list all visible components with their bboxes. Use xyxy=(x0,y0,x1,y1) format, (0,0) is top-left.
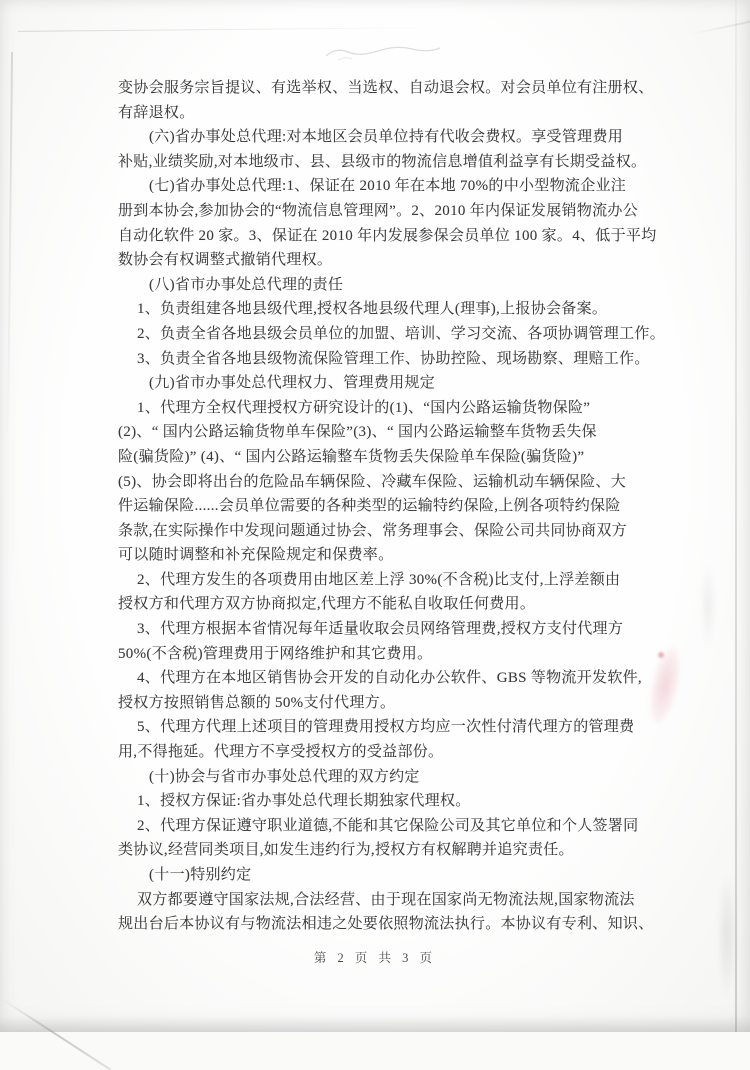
scan-edge-line-right xyxy=(735,0,737,1032)
list-item: 3、负责全省各地县级物流保险管理工作、协助控险、现场勘察、理赔工作。 xyxy=(137,350,650,367)
page-number-footer: 第 2 页 共 3 页 xyxy=(313,951,437,965)
document-text-block xyxy=(118,76,670,937)
text-line: 授权方和代理方双方协商拟定,代理方不能私自收取任何费用。 xyxy=(118,596,536,613)
section-heading: (十)协会与省市办事处总代理的双方约定 xyxy=(149,768,420,785)
scan-smear-right-mid xyxy=(700,560,716,650)
list-item: 2、代理方保证遵守职业道德,不能和其它保险公司及其它单位和个人签署同 xyxy=(137,817,639,834)
text-line: 50%(不含税)管理费用于网络维护和其它费用。 xyxy=(118,645,433,662)
scan-shadow-bottom xyxy=(0,1016,750,1032)
text-line: 条款,在实际操作中发现问题通过协会、常务理事会、保险公司共同协商双方 xyxy=(118,522,627,539)
scan-edge-line-left xyxy=(7,52,13,442)
scan-edge-line-top xyxy=(18,27,438,32)
list-item: 5、代理方代理上述项目的管理费用授权方均应一次性付清代理方的管理费 xyxy=(137,719,635,736)
text-line: 类协议,经营同类项目,如发生违约行为,授权方有权解聘并追究责任。 xyxy=(118,842,574,859)
text-line: 有辞退权。 xyxy=(118,104,195,121)
text-line: 件运输保险......会员单位需要的各种类型的运输特约保险,上例各项特约保险 xyxy=(118,498,621,515)
section-heading: (七)省办事处总代理:1、保证在 2010 年在本地 70%的中小型物流企业注 xyxy=(149,178,627,195)
list-item: 1、授权方保证:省办事处总代理长期独家代理权。 xyxy=(137,793,471,810)
list-item: 4、代理方在本地区销售协会开发的自动化办公软件、GBS 等物流开发软件, xyxy=(137,670,642,687)
text-line: 补贴,业绩奖励,对本地级市、县、县级市的物流信息增值利益享有长期受益权。 xyxy=(118,153,647,170)
text-line: 变协会服务宗旨提议、有选举权、当选权、自动退会权。对会员单位有注册权、 xyxy=(118,80,654,96)
text-line: (2)、“ 国内公路运输货物单车保险”(3)、“ 国内公路运输整车货物丢失保 xyxy=(118,424,597,441)
section-heading: (九)省市办事处总代理权力、管理费用规定 xyxy=(149,375,435,392)
section-heading: (八)省市办事处总代理的责任 xyxy=(149,276,344,293)
section-heading: (十一)特别约定 xyxy=(149,867,252,883)
text-line: 册到本协会,参加协会的“物流信息管理网”。2、2010 年内保证发展销物流办公 xyxy=(118,202,639,219)
text-line: 规出台后本协议有与物流法相违之处要依照物流法执行。本协议有专利、知识、 xyxy=(118,916,654,933)
text-line: 双方都要遵守国家法规,合法经营、由于现在国家尚无物流法规,国家物流法 xyxy=(137,891,635,908)
list-item: 2、负责全省各地县级会员单位的加盟、培训、学习交流、各项协调管理工作。 xyxy=(137,325,666,342)
text-line: 可以随时调整和补充保险规定和保费率。 xyxy=(118,547,394,564)
list-item: 1、负责组建各地县级代理,授权各地县级代理人(理事),上报协会备案。 xyxy=(137,301,608,318)
text-line: 数协会有权调整式撤销代理权。 xyxy=(118,252,333,269)
scan-streak-top-right xyxy=(691,19,750,36)
list-item: 2、代理方发生的各项费用由地区差上浮 30%(不含税)比支付,上浮差额由 xyxy=(137,571,621,588)
text-line: (5)、协会即将出台的危险品车辆保险、冷藏车保险、运输机动车辆保险、大 xyxy=(118,473,626,490)
scan-fold-line-bottom-left xyxy=(1,998,111,1070)
text-line: 授权方按照销售总额的 50%支付代理方。 xyxy=(118,694,396,711)
list-item: 3、代理方根据本省情况每年适量收取会员网络管理费,授权方支付代理方 xyxy=(137,621,624,638)
scan-smear-right-lower xyxy=(718,870,736,1000)
text-line: 自动化软件 20 家。3、保证在 2010 年内发展参保会员单位 100 家。4、低于平均 xyxy=(118,227,657,244)
pencil-smudge-top-center xyxy=(318,38,468,66)
list-item: 1、代理方全权代理授权方研究设计的(1)、“国内公路运输货物保险” xyxy=(137,399,591,416)
text-line: 险(骗货险)” (4)、“ 国内公路运输整车货物丢失保险单车保险(骗货险)” xyxy=(118,448,585,465)
text-line: 用,不得拖延。代理方不享受授权方的受益部份。 xyxy=(118,744,444,761)
section-heading: (六)省办事处总代理:对本地区会员单位持有代收会费权。享受管理费用 xyxy=(149,129,624,146)
